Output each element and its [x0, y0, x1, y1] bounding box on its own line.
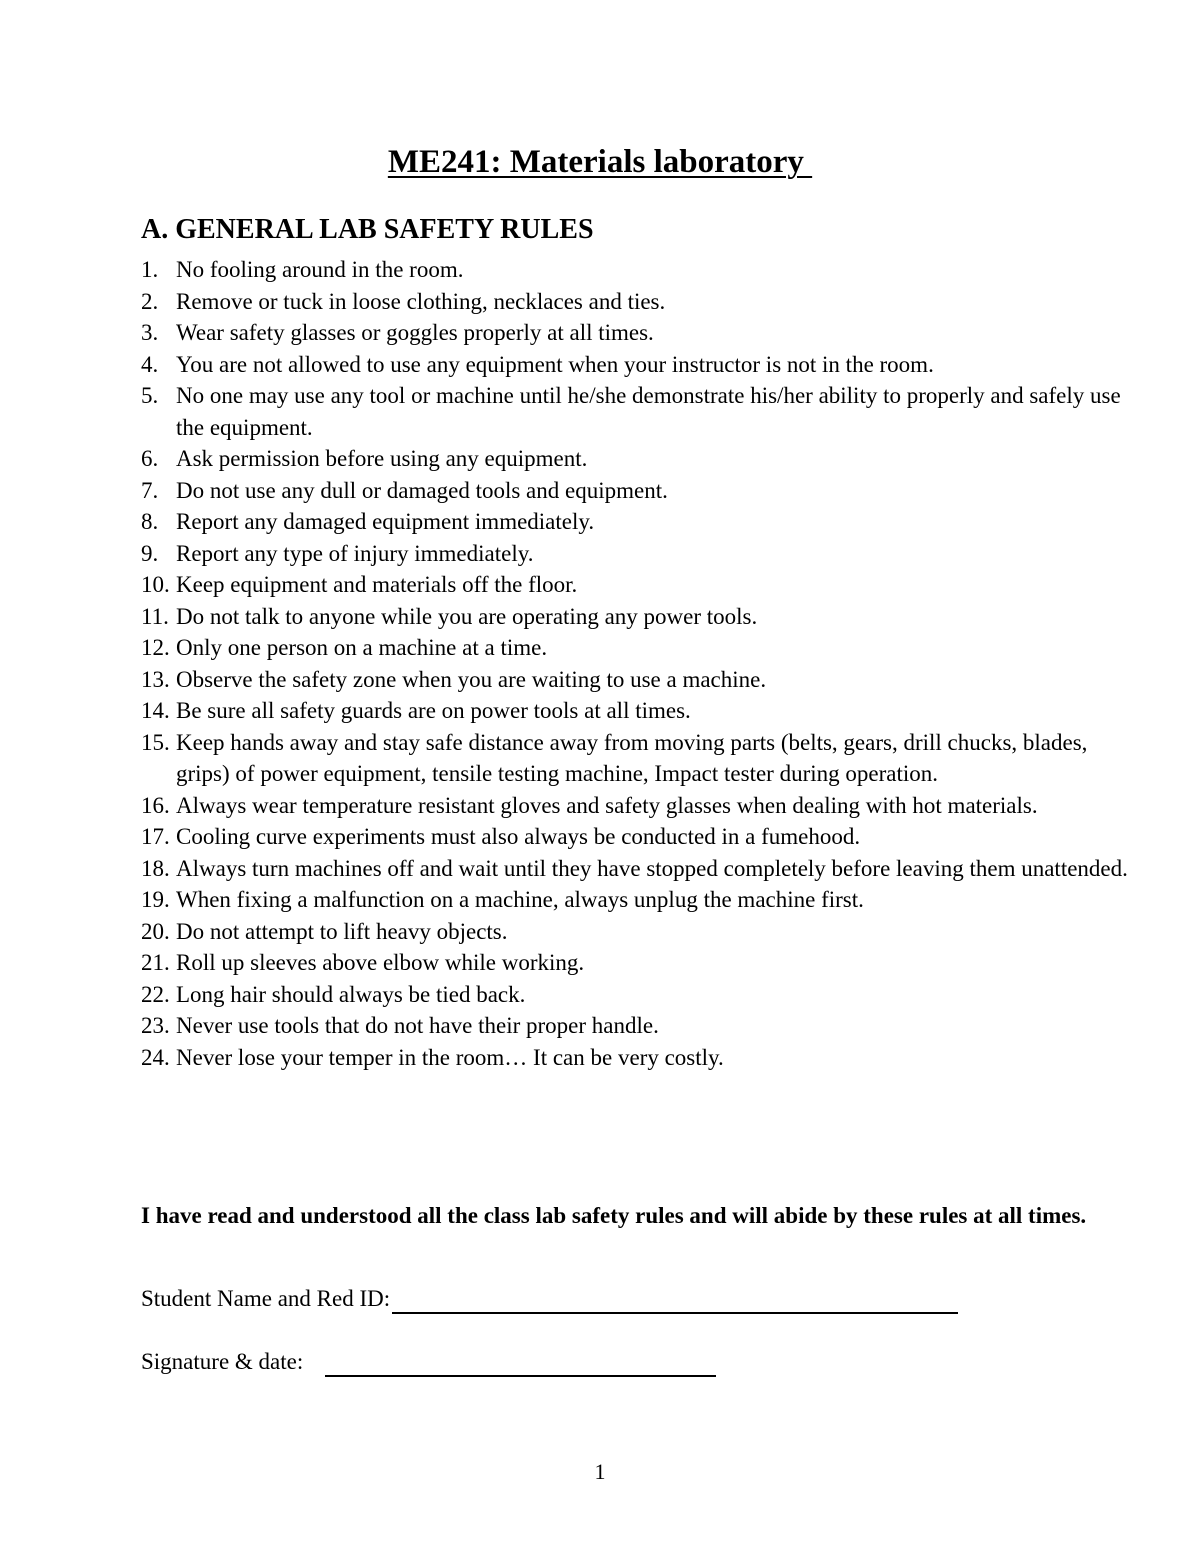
rule-item [141, 286, 1131, 318]
rule-number: 19. [141, 887, 170, 912]
rule-text: When fixing a malfunction on a machine, always unplug the machine first. [176, 887, 864, 912]
rule-text: No fooling around in the room. [176, 257, 464, 282]
rule-text: Do not use any dull or damaged tools and equipment. [176, 477, 668, 503]
rule-item [141, 538, 1131, 570]
rule-text: You are not allowed to use any equipment when your instructor is not in the room. [176, 351, 934, 377]
rule-item [141, 254, 1131, 286]
rule-item [141, 443, 1131, 475]
document-title: ME241: Materials laboratory [387, 144, 813, 180]
rule-item [141, 664, 1131, 696]
student-name-label: Student Name and Red ID: [141, 1286, 391, 1311]
rule-text: Remove or tuck in loose clothing, necklaces and ties. [176, 288, 666, 314]
rule-number: 9. [141, 540, 159, 566]
rule-number: 17. [141, 824, 170, 849]
rule-text: Keep hands away and stay safe distance away from moving parts (belts, gears, drill chucks, blades, grips) of power equipment, tensile testing machine, Impact tester during operation. [176, 729, 1088, 786]
rule-item [141, 632, 1131, 664]
rule-number: 5. [141, 383, 159, 408]
signature-label: Signature & date: [141, 1349, 304, 1374]
rule-item [141, 916, 1131, 948]
rule-number: 3. [141, 320, 159, 345]
rule-item [141, 569, 1131, 601]
rule-text: Do not attempt to lift heavy objects. [176, 918, 508, 944]
rule-text: Only one person on a machine at a time. [176, 635, 548, 660]
rule-item [141, 884, 1131, 916]
rule-item [141, 475, 1131, 507]
rule-text: Always wear temperature resistant gloves and safety glasses when dealing with hot materials. [176, 792, 1038, 818]
rule-text: Keep equipment and materials off the floor. [176, 572, 578, 597]
rule-item [141, 1010, 1131, 1042]
section-heading: A. GENERAL LAB SAFETY RULES [141, 214, 594, 245]
rule-number: 22. [141, 981, 170, 1007]
rule-number: 4. [141, 351, 159, 377]
rule-text: Ask permission before using any equipment. [176, 446, 588, 471]
page-number: 1 [594, 1459, 606, 1484]
rule-text: Roll up sleeves above elbow while working. [176, 950, 585, 975]
student-name-blank[interactable] [392, 1290, 958, 1314]
rule-number: 6. [141, 446, 159, 471]
safety-rules-list [141, 254, 1131, 1073]
rule-text: Cooling curve experiments must also always be conducted in a fumehood. [176, 824, 861, 849]
rule-number: 1. [141, 257, 159, 282]
rule-text: Never lose your temper in the room… It can be very costly. [176, 1044, 724, 1070]
rule-text: Be sure all safety guards are on power tools at all times. [176, 698, 691, 723]
rule-item [141, 727, 1131, 790]
rule-item [141, 1042, 1131, 1074]
signature-field [141, 1346, 716, 1377]
rule-item [141, 821, 1131, 853]
rule-number: 15. [141, 729, 170, 755]
rule-number: 24. [141, 1044, 170, 1070]
rule-text: Never use tools that do not have their proper handle. [176, 1013, 659, 1038]
signature-blank[interactable] [325, 1353, 716, 1377]
rule-text: Always turn machines off and wait until they have stopped completely before leaving them unattended. [176, 855, 1128, 881]
rule-number: 11. [141, 603, 169, 629]
rule-number: 14. [141, 698, 170, 723]
rule-item [141, 853, 1131, 885]
rule-text: No one may use any tool or machine until he/she demonstrate his/her ability to properly and safely use the equipment. [176, 383, 1121, 440]
rule-text: Observe the safety zone when you are waiting to use a machine. [176, 666, 767, 692]
rule-item [141, 979, 1131, 1011]
rule-number: 23. [141, 1013, 170, 1038]
rule-number: 12. [141, 635, 170, 660]
rule-number: 10. [141, 572, 170, 597]
rule-item [141, 790, 1131, 822]
rule-number: 20. [141, 918, 170, 944]
student-name-field [141, 1283, 958, 1314]
rule-text: Long hair should always be tied back. [176, 981, 526, 1007]
rule-item [141, 947, 1131, 979]
rule-number: 13. [141, 666, 170, 692]
rule-number: 21. [141, 950, 170, 975]
rule-number: 7. [141, 477, 159, 503]
rule-item [141, 349, 1131, 381]
rule-item [141, 601, 1131, 633]
pledge-statement: I have read and understood all the class lab safety rules and will abide by these rules at all times. [141, 1203, 1087, 1228]
rule-text: Report any type of injury immediately. [176, 540, 534, 566]
rule-text: Report any damaged equipment immediately. [176, 509, 595, 534]
rule-text: Do not talk to anyone while you are operating any power tools. [176, 603, 758, 629]
rule-number: 18. [141, 855, 170, 881]
rule-text: Wear safety glasses or goggles properly at all times. [176, 320, 654, 345]
rule-number: 2. [141, 288, 159, 314]
rule-number: 16. [141, 792, 170, 818]
rule-item [141, 317, 1131, 349]
rule-item [141, 695, 1131, 727]
rule-item [141, 506, 1131, 538]
rule-number: 8. [141, 509, 159, 534]
rule-item [141, 380, 1131, 443]
